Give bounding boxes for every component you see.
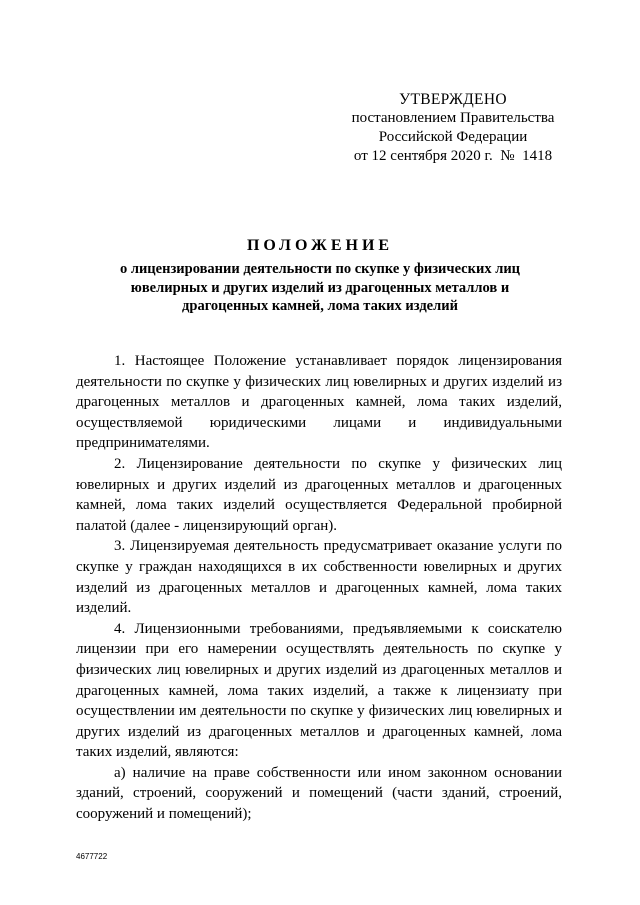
approval-block (348, 90, 558, 166)
paragraph-3: 3. Лицензируемая деятельность предусматривает оказание услуги по скупке у граждан находящихся в их собственности ювелирных и других изделий из драгоценных металлов и драгоценных камней, лома таких изделий. (76, 538, 562, 617)
approval-line: Российской Федерации (378, 129, 528, 145)
paragraph-4a: а) наличие на праве собственности или ином законном основании зданий, строений, сооружений и помещений (части зданий, строений, сооружений и помещений); (76, 764, 562, 823)
document-body (76, 351, 562, 825)
approval-heading: УТВЕРЖДЕНО (399, 91, 507, 108)
approval-line: постановлением Правительства (351, 110, 555, 126)
document-code: 4677722 (76, 852, 108, 861)
approval-date-number: от 12 сентября 2020 г. № 1418 (353, 148, 553, 164)
paragraph-4: 4. Лицензионными требованиями, предъявляемыми к соискателю лицензии при его намерении осуществлять деятельность по скупке у физических лиц ювелирных и других изделий из драгоценных металлов и драгоценных камней, лома таких изделий, а также к лицензиату при осуществлении им деятельности по скупке у физических лиц ювелирных и других изделий из драгоценных металлов и драгоценных камней, лома таких изделий, являются: (76, 620, 562, 761)
paragraph-2: 2. Лицензирование деятельности по скупке у физических лиц ювелирных и других изделий из драгоценных металлов и драгоценных камней, лома таких изделий осуществляется Федеральной пробирной палатой (далее - лицензирующий орган). (76, 455, 562, 534)
paragraph-1: 1. Настоящее Положение устанавливает порядок лицензирования деятельности по скупке у физических лиц ювелирных и других изделий из драгоценных металлов и драгоценных камней, лома таких изделий, осуществляемой юридическими лицами и индивидуальными предпринимателями. (76, 353, 562, 452)
document-subtitle: о лицензировании деятельности по скупке у физических лиц ювелирных и других изделий из драгоценных металлов и драгоценных камней, лома таких изделий (119, 261, 521, 315)
document-title: ПОЛОЖЕНИЕ (246, 237, 394, 254)
